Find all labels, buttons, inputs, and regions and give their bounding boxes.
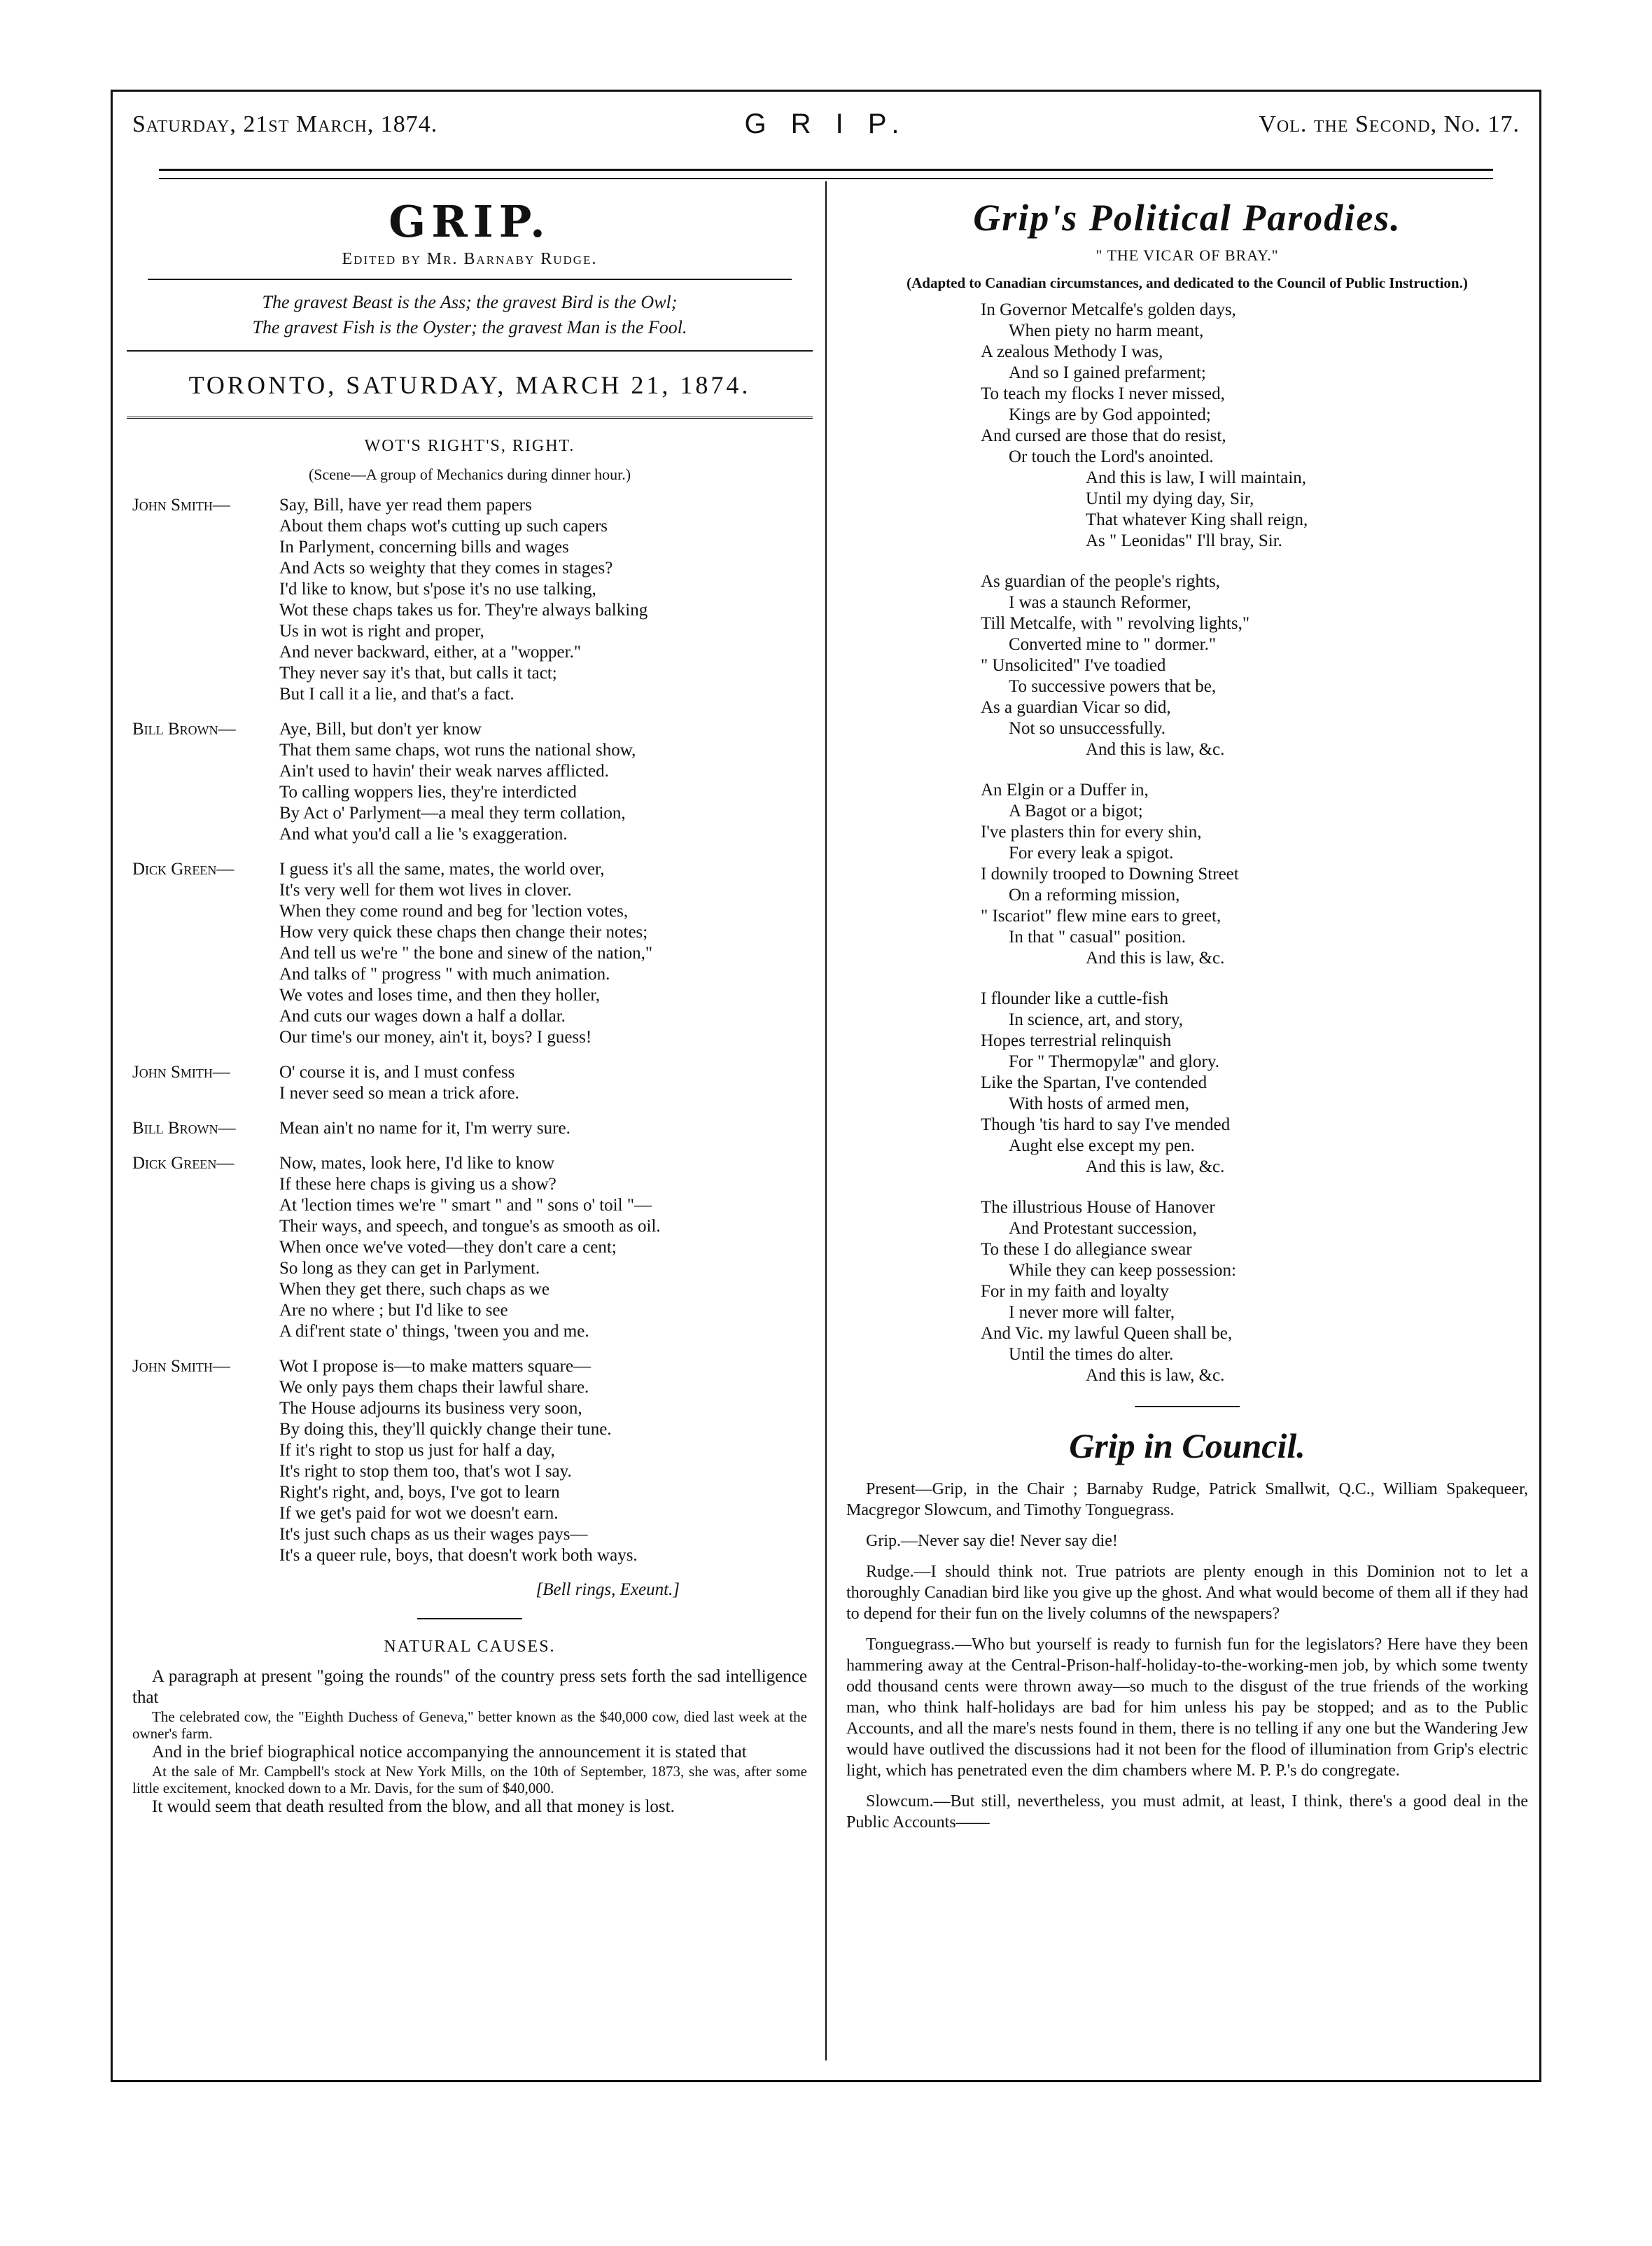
verse-line: And talks of " progress " with much animation. (279, 965, 610, 984)
verse-line: With hosts of armed men, (1009, 1094, 1189, 1113)
verse-line: Right's right, and, boys, I've got to learn (279, 1483, 560, 1502)
article-title: NATURAL CAUSES. (384, 1638, 556, 1656)
verse-line: Till Metcalfe, with " revolving lights," (981, 614, 1250, 633)
page-frame (111, 90, 1541, 2082)
verse-line: For every leak a spigot. (1009, 844, 1174, 863)
verse-line: We only pays them chaps their lawful share. (279, 1378, 589, 1397)
article-paragraph: A paragraph at present "going the rounds" of the country press sets forth the sad intelligence that (132, 1667, 807, 1707)
masthead-title: GRIP. (388, 196, 551, 247)
verse-line: About them chaps wot's cutting up such capers (279, 517, 608, 536)
verse-line: When piety no harm meant, (1009, 321, 1204, 340)
verse-line: And so I gained prefarment; (1009, 363, 1206, 382)
verse-line: And this is law, &c. (1086, 740, 1225, 759)
verse-line: And cursed are those that do resist, (981, 426, 1226, 445)
verse-line: For " Thermopylæ" and glory. (1009, 1052, 1219, 1071)
parody-subtitle: " THE VICAR OF BRAY." (1096, 246, 1279, 264)
verse-line: By doing this, they'll quickly change their tune. (279, 1420, 612, 1439)
verse-line: An Elgin or a Duffer in, (981, 781, 1149, 800)
verse-line: And this is law, &c. (1086, 949, 1225, 968)
verse-line: If we get's paid for wot we doesn't earn. (279, 1504, 559, 1523)
verse-line: The illustrious House of Hanover (981, 1198, 1215, 1217)
speaker-name: John Smith— (132, 496, 230, 515)
verse-line: In Governor Metcalfe's golden days, (981, 300, 1236, 319)
speech (127, 1062, 813, 1104)
speech (127, 859, 813, 1048)
verse-line: I was a staunch Reformer, (1009, 593, 1191, 612)
speaker-name: Dick Green— (132, 1154, 234, 1173)
speech-lines (279, 859, 813, 1048)
divider (417, 1618, 522, 1619)
verse-line: Aye, Bill, but don't yer know (279, 720, 482, 739)
verse-line: A dif'rent state o' things, 'tween you and me. (279, 1322, 589, 1341)
verse-line: That them same chaps, wot runs the national show, (279, 741, 636, 760)
verse-line: Us in wot is right and proper, (279, 622, 484, 641)
verse-line: Wot these chaps takes us for. They're always balking (279, 601, 648, 620)
verse-line: And tell us we're " the bone and sinew of the nation," (279, 944, 653, 963)
verse-line: Not so unsuccessfully. (1009, 719, 1166, 738)
stage-direction: [Bell rings, Exeunt.] (536, 1580, 680, 1599)
verse-line: If these here chaps is giving us a show? (279, 1175, 556, 1194)
verse-line: Like the Spartan, I've contended (981, 1073, 1208, 1092)
verse-line: That whatever King shall reign, (1086, 510, 1308, 529)
verse-line: And Vic. my lawful Queen shall be, (981, 1324, 1233, 1343)
verse-line: In that " casual" position. (1009, 928, 1186, 947)
speech-lines (279, 719, 813, 845)
verse-line: A zealous Methody I was, (981, 342, 1163, 361)
verse-line: And this is law, &c. (1086, 1157, 1225, 1176)
poem-speeches (127, 495, 813, 1566)
verse-line: A Bagot or a bigot; (1009, 802, 1143, 821)
stanza (981, 989, 1534, 1178)
verse-line: " Iscariot" flew mine ears to greet, (981, 907, 1222, 926)
verse-line: Aught else except my pen. (1009, 1136, 1195, 1155)
article-quote: The celebrated cow, the "Eighth Duchess of Geneva," better known as the $40,000 cow, died last week at the owner's farm. (132, 1708, 807, 1742)
speech-lines (279, 1356, 813, 1566)
council-speech: Rudge.—I should think not. True patriots are plenty enough in this Dominion not to let a thoroughly Canadian bird like you give up the ghost. And what would become of them all if they had to depend for their fun on the lively columns of the newspapers? (846, 1563, 1528, 1623)
verse-line: O' course it is, and I must confess (279, 1063, 515, 1082)
verse-line: Say, Bill, have yer read them papers (279, 496, 532, 515)
verse-line: It's very well for them wot lives in clover. (279, 881, 572, 900)
verse-line: I'd like to know, but s'pose it's no use talking, (279, 580, 596, 599)
verse-line: Their ways, and speech, and tongue's as smooth as oil. (279, 1217, 661, 1236)
stanza (981, 780, 1534, 969)
motto-line: The gravest Beast is the Ass; the gravest Bird is the Owl; (262, 292, 678, 312)
verse-line: When they get there, such chaps as we (279, 1280, 550, 1299)
verse-line: We votes and loses time, and then they holler, (279, 986, 600, 1005)
verse-line: Ain't used to havin' their weak narves afflicted. (279, 762, 609, 781)
motto-line: The gravest Fish is the Oyster; the gravest Man is the Fool. (252, 317, 687, 337)
verse-line: When once we've voted—they don't care a cent; (279, 1238, 617, 1257)
header-title: G R I P. (744, 109, 908, 139)
verse-line: They never say it's that, but calls it tact; (279, 664, 557, 683)
verse-line: I guess it's all the same, mates, the world over, (279, 860, 605, 879)
verse-line: How very quick these chaps then change their notes; (279, 923, 648, 942)
verse-line: Until my dying day, Sir, (1086, 489, 1254, 508)
speech-lines (279, 1062, 813, 1104)
verse-line: Until the times do alter. (1009, 1345, 1174, 1364)
divider (148, 279, 792, 280)
verse-line: It's right to stop them too, that's wot I say. (279, 1462, 572, 1481)
verse-line: Mean ain't no name for it, I'm werry sure. (279, 1119, 570, 1138)
header-volume: Vol. the Second, No. 17. (1259, 111, 1520, 137)
verse-line: And cuts our wages down a half a dollar. (279, 1007, 566, 1026)
speech (127, 719, 813, 845)
verse-line: Now, mates, look here, I'd like to know (279, 1154, 555, 1173)
right-column (841, 193, 1534, 1843)
verse-line: I flounder like a cuttle-fish (981, 989, 1168, 1008)
speech (127, 1118, 813, 1139)
divider (1135, 1406, 1240, 1407)
dateline: TORONTO, SATURDAY, MARCH 21, 1874. (188, 371, 751, 399)
poem-scene: (Scene—A group of Mechanics during dinner hour.) (308, 466, 631, 483)
verse-line: The House adjourns its business very soon, (279, 1399, 582, 1418)
verse-line: It's a queer rule, boys, that doesn't work both ways. (279, 1546, 638, 1565)
speaker-name: Bill Brown— (132, 720, 236, 739)
divider (127, 350, 813, 352)
verse-line: As " Leonidas" I'll bray, Sir. (1086, 531, 1282, 550)
verse-line: Wot I propose is—to make matters square— (279, 1357, 592, 1376)
speaker-name: John Smith— (132, 1063, 230, 1082)
verse-line: As a guardian Vicar so did, (981, 698, 1171, 717)
verse-line: When they come round and beg for 'lection votes, (279, 902, 629, 921)
speech-lines (279, 1153, 813, 1342)
verse-line: And what you'd call a lie 's exaggeration. (279, 825, 568, 844)
verse-line: As guardian of the people's rights, (981, 572, 1220, 591)
stanza (981, 300, 1534, 552)
verse-line: For in my faith and loyalty (981, 1282, 1169, 1301)
verse-line: I never seed so mean a trick afore. (279, 1084, 519, 1103)
verse-line: I downily trooped to Downing Street (981, 865, 1239, 884)
verse-line: Though 'tis hard to say I've mended (981, 1115, 1231, 1134)
article-paragraph: And in the brief biographical notice accompanying the announcement it is stated that (152, 1743, 747, 1762)
stanza (981, 1197, 1534, 1386)
verse-line: I never more will falter, (1009, 1303, 1175, 1322)
verse-line: To calling woppers lies, they're interdicted (279, 783, 577, 802)
verse-line: Hopes terrestrial relinquish (981, 1031, 1172, 1050)
verse-line: Kings are by God appointed; (1009, 405, 1211, 424)
council-title: Grip in Council. (1069, 1426, 1306, 1465)
verse-line: To successive powers that be, (1009, 677, 1217, 696)
running-header (113, 111, 1539, 153)
left-column (127, 193, 813, 1818)
verse-line: Our time's our money, ain't it, boys? I guess! (279, 1028, 592, 1047)
verse-line: While they can keep possession: (1009, 1261, 1236, 1280)
council-speech: Tonguegrass.—Who but yourself is ready to furnish fun for the legislators? Here have they been hammering away at the Central-Prison-half-holiday-to-the-working-men job, by which some twenty odd thousand cents were thrown away—so much to the disgust of the true friends of the working man, who think half-holidays are bad for him unless his pay be stopped; and as to the Public Accounts, and all the mare's nests found in them, there is no telling if any one but the Wandering Jew would have outlived the discussions had it not been for the flood of illumination from Grip's electric light, which has penetrated even the dim chambers where M. P. P.'s do congregate. (846, 1635, 1528, 1780)
masthead-editor: Edited by Mr. Barnaby Rudge. (342, 250, 598, 268)
column-divider (825, 181, 827, 2060)
verse-line: And Protestant succession, (1009, 1219, 1197, 1238)
divider (127, 417, 813, 419)
verse-line: And never backward, either, at a "wopper." (279, 643, 582, 662)
verse-line: In Parlyment, concerning bills and wages (279, 538, 569, 557)
verse-line: At 'lection times we're " smart " and " sons o' toil "— (279, 1196, 652, 1215)
verse-line: So long as they can get in Parlyment. (279, 1259, 540, 1278)
poem-title: WOT'S RIGHT'S, RIGHT. (364, 437, 575, 455)
council-speech: Slowcum.—But still, nevertheless, you must admit, at least, I think, there's a good deal in the Public Accounts—— (846, 1792, 1528, 1832)
verse-line: By Act o' Parlyment—a meal they term collation, (279, 804, 626, 823)
verse-line: On a reforming mission, (1009, 886, 1180, 905)
verse-line: I've plasters thin for every shin, (981, 823, 1202, 842)
council-present: Present—Grip, in the Chair ; Barnaby Rudge, Patrick Smallwit, Q.C., William Spakequeer, Macgregor Slowcum, and Timothy Tonguegrass. (846, 1480, 1528, 1519)
article-quote: At the sale of Mr. Campbell's stock at New York Mills, on the 10th of September, 1873, she was, after some little excitement, knocked down to a Mr. Davis, for the sum of $40,000. (132, 1763, 807, 1797)
speech (127, 1356, 813, 1566)
verse-line: To teach my flocks I never missed, (981, 384, 1225, 403)
council-speech: Grip.—Never say die! Never say die! (866, 1532, 1118, 1550)
verse-line: But I call it a lie, and that's a fact. (279, 685, 514, 704)
speech (127, 495, 813, 705)
verse-line: If it's right to stop us just for half a day, (279, 1441, 555, 1460)
header-date: Saturday, 21st March, 1874. (132, 111, 438, 137)
speech-lines (279, 1118, 813, 1139)
parody-dedication: (Adapted to Canadian circumstances, and dedicated to the Council of Public Instruction.) (906, 274, 1468, 291)
speech (127, 1153, 813, 1342)
header-rule (159, 169, 1493, 179)
verse-line: And this is law, I will maintain, (1086, 468, 1307, 487)
verse-line: Or touch the Lord's anointed. (1009, 447, 1214, 466)
verse-line: It's just such chaps as us their wages pays— (279, 1525, 588, 1544)
parodies-title: Grip's Political Parodies. (973, 197, 1401, 239)
verse-line: Are no where ; but I'd like to see (279, 1301, 508, 1320)
verse-line: Converted mine to " dormer." (1009, 635, 1217, 654)
verse-line: " Unsolicited" I've toadied (981, 656, 1166, 675)
verse-line: To these I do allegiance swear (981, 1240, 1192, 1259)
parody-stanzas (841, 300, 1534, 1386)
speaker-name: Bill Brown— (132, 1119, 236, 1138)
verse-line: And Acts so weighty that they comes in stages? (279, 559, 613, 578)
stanza (981, 571, 1534, 760)
verse-line: And this is law, &c. (1086, 1366, 1225, 1385)
article-paragraph: It would seem that death resulted from the blow, and all that money is lost. (152, 1797, 675, 1816)
verse-line: In science, art, and story, (1009, 1010, 1183, 1029)
speaker-name: Dick Green— (132, 860, 234, 879)
speech-lines (279, 495, 813, 705)
speaker-name: John Smith— (132, 1357, 230, 1376)
